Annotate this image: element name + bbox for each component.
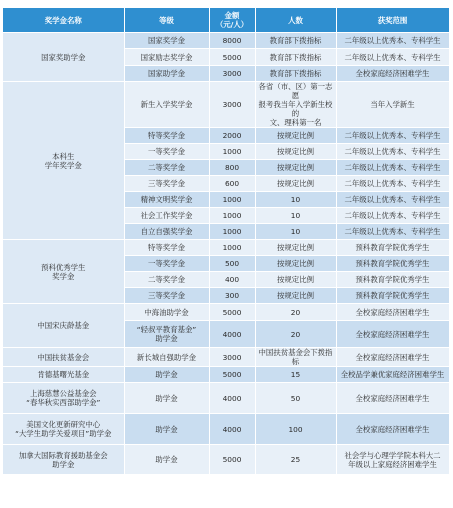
level-cell: 特等奖学金	[124, 240, 209, 256]
cell-line: 本科生	[52, 151, 75, 161]
level-cell: 自立自强奖学金	[124, 224, 209, 240]
level-cell: 国家奖学金	[124, 33, 209, 49]
scope-cell: 二年级以上优秀本、专科学生	[336, 176, 449, 192]
cell-line: 加拿大国际教育援助基金会	[18, 450, 108, 460]
count-cell: 20	[255, 321, 336, 348]
cell-line: “轻叔平教育基金”	[136, 325, 197, 334]
scholarship-name	[3, 414, 124, 445]
amount-cell: 4000	[209, 414, 255, 445]
cell-line: 中国宋庆龄基金	[37, 321, 90, 330]
scope-cell: 全校家庭经济困难学生	[336, 66, 449, 82]
cell-line: 学年奖学金	[44, 160, 82, 170]
cell-line: 各省（市、区）第一志愿	[258, 82, 333, 100]
amount-cell: 1000	[209, 240, 255, 256]
scope-cell: 全校家庭经济困难学生	[336, 383, 449, 414]
cell-line: 上海慈慧公益基金会	[29, 389, 97, 398]
level-cell: 一等奖学金	[124, 256, 209, 272]
level-cell: 新长城自强助学金	[124, 348, 209, 367]
scope-cell: 当年入学新生	[336, 82, 449, 128]
scope-cell: 二年级以上优秀本、专科学生	[336, 144, 449, 160]
cell-line: 国家奖助学金	[41, 52, 86, 62]
table-row	[3, 383, 449, 414]
amount-cell: 3000	[209, 82, 255, 128]
count-cell: 25	[255, 445, 336, 475]
amount-cell: 1000	[209, 208, 255, 224]
cell-line: 预科优秀学生	[41, 262, 86, 272]
scope-cell: 预科教育学院优秀学生	[336, 240, 449, 256]
level-cell: 一等奖学金	[124, 144, 209, 160]
level-cell: 中海油助学金	[124, 304, 209, 321]
scholarship-name	[3, 445, 124, 475]
count-cell: 10	[255, 192, 336, 208]
count-cell: 教育部下拨指标	[255, 49, 336, 66]
amount-cell: 300	[209, 288, 255, 304]
level-cell: 特等奖学金	[124, 128, 209, 144]
amount-cell: 500	[209, 256, 255, 272]
scholarship-table-wrapper	[3, 8, 449, 475]
count-cell: 10	[255, 208, 336, 224]
level-cell: 助学金	[124, 383, 209, 414]
table-row	[3, 414, 449, 445]
amount-cell: 5000	[209, 49, 255, 66]
count-cell: 10	[255, 224, 336, 240]
amount-cell: 4000	[209, 321, 255, 348]
table-row	[3, 304, 449, 321]
level-cell: 二等奖学金	[124, 272, 209, 288]
amount-cell: 8000	[209, 33, 255, 49]
scope-cell: 预科教育学院优秀学生	[336, 272, 449, 288]
count-cell	[255, 82, 336, 128]
cell-line: 助学金	[52, 459, 75, 469]
scope-cell: 全校家庭经济困难学生	[336, 414, 449, 445]
scope-cell: 全校家庭经济困难学生	[336, 321, 449, 348]
header-level: 等级	[124, 8, 209, 33]
amount-cell: 1000	[209, 144, 255, 160]
cell-line: 美国文化更新研究中心	[26, 420, 101, 429]
scholarship-name	[3, 383, 124, 414]
header-row	[3, 8, 449, 33]
scope-cell: 二年级以上优秀本、专科学生	[336, 49, 449, 66]
cell-line: 肯德基曙光基金	[37, 370, 90, 379]
count-cell: 20	[255, 304, 336, 321]
scholarship-name	[3, 367, 124, 383]
count-cell: 按规定比例	[255, 240, 336, 256]
header-amount: 金额 （元/人）	[209, 8, 255, 33]
count-cell: 按规定比例	[255, 128, 336, 144]
count-cell: 教育部下拨指标	[255, 33, 336, 49]
amount-cell: 5000	[209, 304, 255, 321]
amount-cell: 2000	[209, 128, 255, 144]
cell-line: 助学金	[155, 334, 178, 343]
cell-line: “大学生助学关爱项目”助学金	[15, 429, 112, 438]
scholarship-name	[3, 348, 124, 367]
level-cell: 精神文明奖学金	[124, 192, 209, 208]
scope-cell: 二年级以上优秀本、专科学生	[336, 224, 449, 240]
cell-line: 中国扶贫基金会	[37, 352, 90, 362]
scholarship-name	[3, 82, 124, 240]
level-cell: 助学金	[124, 414, 209, 445]
count-cell: 按规定比例	[255, 288, 336, 304]
scope-cell: 二年级以上优秀本、专科学生	[336, 128, 449, 144]
cell-line: 报考我当年入学新生校的	[258, 100, 333, 118]
scholarship-name	[3, 240, 124, 304]
amount-cell: 800	[209, 160, 255, 176]
scholarship-table	[3, 8, 450, 475]
scope-cell: 全校家庭经济困难学生	[336, 348, 449, 367]
scope-cell: 二年级以上优秀本、专科学生	[336, 192, 449, 208]
amount-cell: 3000	[209, 348, 255, 367]
table-body	[3, 33, 449, 475]
amount-cell: 4000	[209, 383, 255, 414]
count-cell: 按规定比例	[255, 160, 336, 176]
scope-cell: 二年级以上优秀本、专科学生	[336, 208, 449, 224]
amount-cell: 1000	[209, 224, 255, 240]
count-cell: 15	[255, 367, 336, 383]
cell-line: 社会学与心理学学院本科大二	[344, 450, 441, 460]
level-cell: 国家励志奖学金	[124, 49, 209, 66]
header-count: 人数	[255, 8, 336, 33]
cell-line: 奖学金	[52, 271, 75, 281]
scope-cell: 预科教育学院优秀学生	[336, 256, 449, 272]
level-cell: 助学金	[124, 367, 209, 383]
level-cell: 助学金	[124, 445, 209, 475]
count-cell: 50	[255, 383, 336, 414]
table-row	[3, 33, 449, 49]
scope-cell	[336, 445, 449, 475]
table-row	[3, 240, 449, 256]
header-scope: 获奖范围	[336, 8, 449, 33]
count-cell: 按规定比例	[255, 144, 336, 160]
amount-cell: 600	[209, 176, 255, 192]
level-cell: 国家助学金	[124, 66, 209, 82]
cell-line: 年级以上家庭经济困难学生	[348, 459, 437, 469]
scope-cell: 预科教育学院优秀学生	[336, 288, 449, 304]
count-cell: 教育部下拨指标	[255, 66, 336, 82]
scope-cell: 全校品学兼优家庭经济困难学生	[336, 367, 449, 383]
level-cell: 社会工作奖学金	[124, 208, 209, 224]
level-cell: 三等奖学金	[124, 176, 209, 192]
table-row	[3, 82, 449, 128]
level-cell: 新生入学奖学金	[124, 82, 209, 128]
level-cell: 三等奖学金	[124, 288, 209, 304]
cell-line: “春华秋实西部助学金”	[26, 398, 101, 407]
amount-cell: 5000	[209, 367, 255, 383]
count-cell: 中国扶贫基金会下拨指标	[255, 348, 336, 367]
header-name: 奖学金名称	[3, 8, 124, 33]
amount-cell: 3000	[209, 66, 255, 82]
amount-cell: 5000	[209, 445, 255, 475]
scope-cell: 全校家庭经济困难学生	[336, 304, 449, 321]
scholarship-name	[3, 304, 124, 348]
amount-cell: 400	[209, 272, 255, 288]
count-cell: 按规定比例	[255, 176, 336, 192]
scholarship-name	[3, 33, 124, 82]
scope-cell: 二年级以上优秀本、专科学生	[336, 33, 449, 49]
level-cell: 二等奖学金	[124, 160, 209, 176]
scope-cell: 二年级以上优秀本、专科学生	[336, 160, 449, 176]
cell-line: 文、理科第一名	[269, 118, 322, 127]
amount-cell: 1000	[209, 192, 255, 208]
count-cell: 100	[255, 414, 336, 445]
table-row	[3, 348, 449, 367]
count-cell: 按规定比例	[255, 256, 336, 272]
table-row	[3, 445, 449, 475]
count-cell: 按规定比例	[255, 272, 336, 288]
level-cell	[124, 321, 209, 348]
table-row	[3, 367, 449, 383]
